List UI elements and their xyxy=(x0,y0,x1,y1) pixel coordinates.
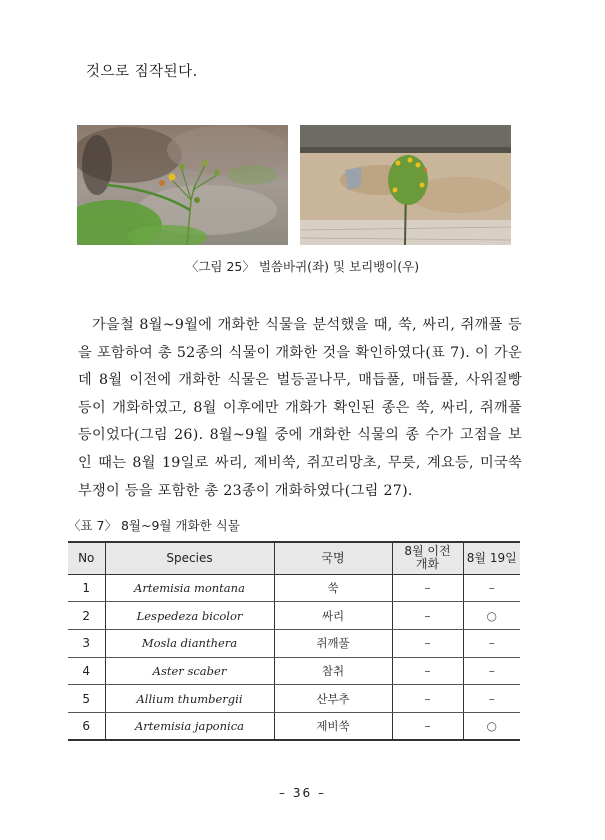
cell-august-19: – xyxy=(463,657,520,685)
cell-korean-name: 제비쑥 xyxy=(274,712,392,740)
plant-photo-left xyxy=(77,125,288,245)
cell-before-august: – xyxy=(392,712,463,740)
figure-image-right xyxy=(300,125,511,245)
cell-no: 1 xyxy=(68,574,105,602)
cell-korean-name: 쑥 xyxy=(274,574,392,602)
cell-before-august: – xyxy=(392,629,463,657)
cell-species: Artemisia japonica xyxy=(105,712,274,740)
cell-before-august: – xyxy=(392,685,463,713)
cell-species: Artemisia montana xyxy=(105,574,274,602)
page-number: – 36 – xyxy=(279,786,326,800)
header-august-19: 8월 19일 xyxy=(463,542,520,574)
body-paragraph xyxy=(78,312,522,505)
cell-species: Mosla dianthera xyxy=(105,629,274,657)
cell-korean-name: 싸리 xyxy=(274,602,392,630)
cell-species: Allium thumbergii xyxy=(105,685,274,713)
lead-text: 것으로 짐작된다. xyxy=(86,64,198,80)
table-caption: 〈표 7〉 8월~9월 개화한 식물 xyxy=(68,518,240,533)
figure-image-left xyxy=(77,125,288,245)
header-before-august-line1: 8월 이전 xyxy=(404,544,451,559)
cell-no: 5 xyxy=(68,685,105,713)
paragraph-text: 가을철 8월~9월에 개화한 식물을 분석했을 때, 쑥, 싸리, 쥐깨풀 등을 포함하여 총 52종의 식물이 개화한 것을 확인하였다(표 7). 이 가운데 8월 이전에 개화한 식물은 벌등골나무, 매듭풀, 매듭풀, 사위질빵 등이 개화하였고, 8월 이후에만 개화가 확인된 종은 쑥, 싸리, 쥐깨풀 등이었다(그림 26). 8월~9월 중에 개화한 식물의 종 수가 고점을 보인 때는 8월 19일로 싸리, 제비쑥, 쥐꼬리망초, 무릇, 계요등, 미국쑥부쟁이 등을 포함한 총 23종이 개화하였다(그림 27). xyxy=(78,317,522,499)
table-row xyxy=(68,574,520,602)
header-species: Species xyxy=(105,542,274,574)
flowering-plants-table xyxy=(68,541,520,741)
cell-august-19: ○ xyxy=(463,712,520,740)
header-before-august-line2: 개화 xyxy=(415,557,440,572)
cell-before-august: – xyxy=(392,602,463,630)
table-row xyxy=(68,712,520,740)
cell-no: 3 xyxy=(68,629,105,657)
table-row xyxy=(68,657,520,685)
table-header-row xyxy=(68,542,520,574)
cell-korean-name: 참취 xyxy=(274,657,392,685)
cell-no: 4 xyxy=(68,657,105,685)
header-no: No xyxy=(68,542,105,574)
cell-species: Lespedeza bicolor xyxy=(105,602,274,630)
cell-august-19: – xyxy=(463,574,520,602)
table-row xyxy=(68,685,520,713)
cell-august-19: ○ xyxy=(463,602,520,630)
cell-no: 2 xyxy=(68,602,105,630)
cell-species: Aster scaber xyxy=(105,657,274,685)
cell-august-19: – xyxy=(463,629,520,657)
cell-august-19: – xyxy=(463,685,520,713)
cell-before-august: – xyxy=(392,657,463,685)
cell-korean-name: 산부추 xyxy=(274,685,392,713)
header-before-august xyxy=(392,542,463,574)
figure-caption: 〈그림 25〉 벌씀바귀(좌) 및 보리뱅이(우) xyxy=(185,259,420,274)
cell-before-august: – xyxy=(392,574,463,602)
table-row xyxy=(68,602,520,630)
header-korean-name: 국명 xyxy=(274,542,392,574)
plant-photo-right xyxy=(300,125,511,245)
cell-no: 6 xyxy=(68,712,105,740)
cell-korean-name: 쥐깨풀 xyxy=(274,629,392,657)
table-row xyxy=(68,629,520,657)
